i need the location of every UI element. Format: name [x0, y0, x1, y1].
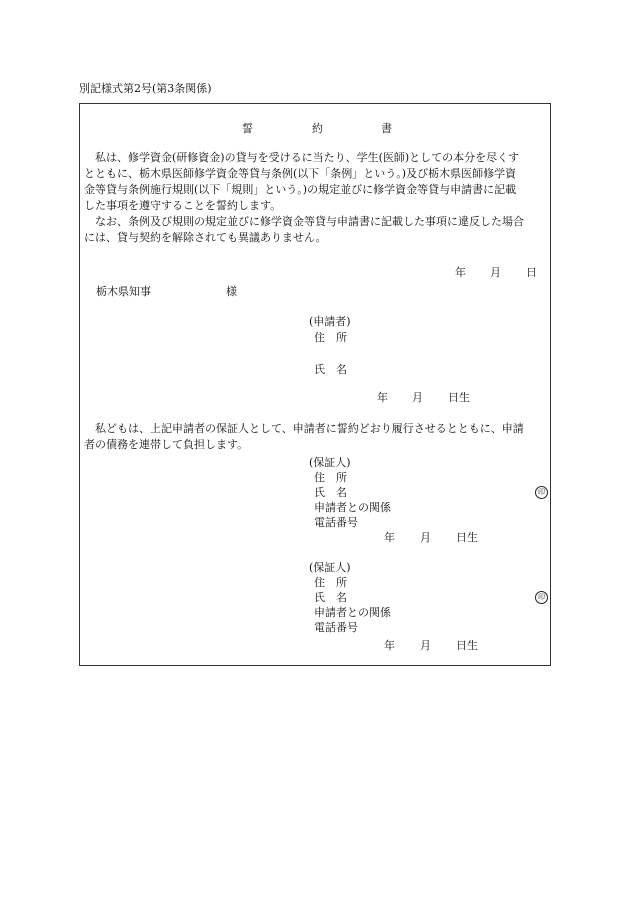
pledge-line-1: 私は、修学資金(研修資金)の貸与を受けるに当たり、学生(医師)としての本分を尽くす: [84, 151, 520, 164]
date-month: 月: [490, 266, 501, 279]
title-char-3: 書: [381, 122, 392, 135]
pledge-line-3: 金等貸与条例施行規則(以下「規則」という。)の規定並びに修学資金等貸与申請書に記載: [84, 183, 517, 196]
guarantor-2-name-label: 氏 名: [314, 591, 347, 604]
applicant-birth-day: 日生: [448, 391, 470, 404]
guarantor-2-birth-year: 年: [384, 639, 395, 652]
guarantor-1-phone-label: 電話番号: [314, 516, 358, 529]
pledge-line-5: なお、条例及び規則の規定並びに修学資金等貸与申請書に記載した事項に違反した場合: [84, 215, 524, 228]
pledge-line-2: とともに、栃木県医師修学資金等貸与条例(以下「条例」という。)及び栃木県医師修学資: [84, 167, 517, 180]
date-year: 年: [455, 266, 466, 279]
applicant-birth-year: 年: [377, 391, 388, 404]
guarantor-2-relation-label: 申請者との関係: [314, 606, 391, 619]
applicant-name-label: 氏 名: [314, 363, 347, 376]
guarantor-1-relation-label: 申請者との関係: [314, 501, 391, 514]
guarantor-1-seal-icon: 印: [535, 486, 548, 499]
guarantor-1-birth-year: 年: [384, 531, 395, 544]
guarantor-1-birth-month: 月: [420, 531, 431, 544]
guarantor-text-line-1: 私どもは、上記申請者の保証人として、申請者に誓約どおり履行させるとともに、申請: [84, 422, 524, 435]
guarantor-2-seal-icon: 印: [535, 591, 548, 604]
addressee-honorific: 様: [226, 285, 237, 298]
guarantor-2-header: (保証人): [309, 561, 351, 574]
guarantor-2-birth-month: 月: [420, 639, 431, 652]
addressee-name: 栃木県知事: [96, 285, 151, 298]
pledge-line-6: には、貸与契約を解除されても異議ありません。: [84, 231, 327, 244]
form-label: 別記様式第2号(第3条関係): [79, 82, 212, 95]
guarantor-text-line-2: 者の債務を連帯して負担します。: [84, 438, 249, 451]
guarantor-1-address-label: 住 所: [314, 471, 347, 484]
applicant-birth-month: 月: [412, 391, 423, 404]
guarantor-2-phone-label: 電話番号: [314, 621, 358, 634]
applicant-header: (申請者): [309, 315, 351, 328]
guarantor-1-name-label: 氏 名: [314, 486, 347, 499]
pledge-line-4: した事項を遵守することを誓約します。: [84, 199, 282, 212]
title-char-1: 誓: [242, 122, 253, 135]
guarantor-2-birth-day: 日生: [456, 639, 478, 652]
title-char-2: 約: [312, 122, 323, 135]
guarantor-2-address-label: 住 所: [314, 576, 347, 589]
guarantor-1-birth-day: 日生: [456, 531, 478, 544]
applicant-address-label: 住 所: [314, 331, 347, 344]
date-day: 日: [526, 266, 537, 279]
guarantor-1-header: (保証人): [309, 456, 351, 469]
